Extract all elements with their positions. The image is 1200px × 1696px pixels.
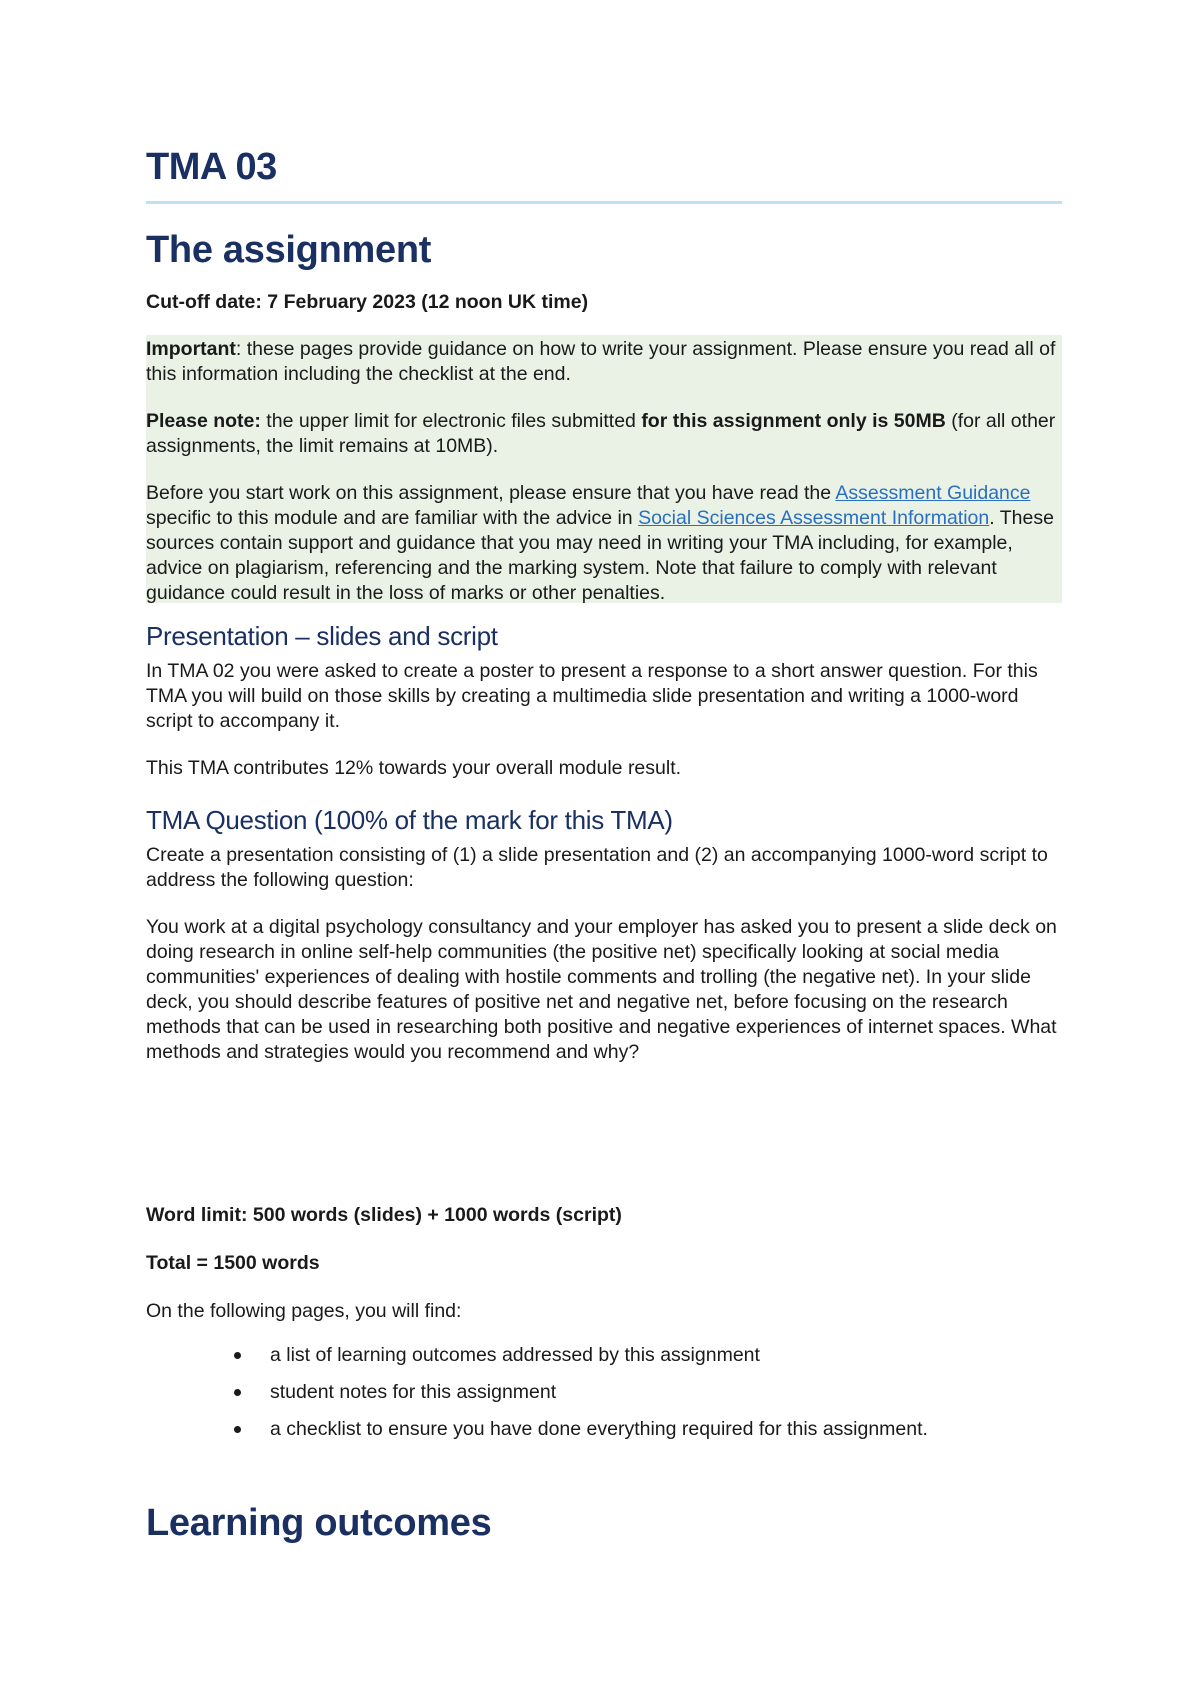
following-pages-list (146, 1343, 1062, 1454)
heading-the-assignment: The assignment (146, 229, 432, 271)
bullet-icon (234, 1352, 241, 1359)
please-note-text-1: the upper limit for electronic files submitted (260, 410, 642, 432)
list-item: student notes for this assignment (146, 1380, 1062, 1417)
important-paragraph (146, 337, 1062, 387)
important-label: Important (146, 338, 236, 360)
cutoff-date: Cut-off date: 7 February 2023 (12 noon UK time) (146, 291, 589, 313)
bullet-icon (234, 1389, 241, 1396)
heading-learning-outcomes: Learning outcomes (146, 1502, 492, 1544)
before-text-3: . These sources contain support and guidance that you may need in writing your TMA including, for example, advice on plagiarism, referencing and the marking system. Note that failure to comply with relevant guidance could result in the loss of marks or other penalties. (146, 507, 1054, 604)
please-note-bold: for this assignment only is 50MB (641, 410, 946, 432)
title-divider (146, 201, 1062, 204)
list-item: a checklist to ensure you have done everything required for this assignment. (146, 1417, 1062, 1454)
social-sciences-assessment-information-link[interactable]: Social Sciences Assessment Information (638, 507, 990, 529)
please-note-label: Please note: (146, 410, 261, 432)
bullet-icon (234, 1426, 241, 1433)
please-note-paragraph (146, 409, 1062, 459)
heading-presentation: Presentation – slides and script (146, 621, 498, 651)
presentation-paragraph-2: This TMA contributes 12% towards your overall module result. (146, 757, 682, 779)
assessment-guidance-link[interactable]: Assessment Guidance (835, 482, 1031, 504)
important-text: : these pages provide guidance on how to write your assignment. Please ensure you read all of this information including the checklist at the end. (146, 338, 1056, 385)
presentation-paragraph-1: In TMA 02 you were asked to create a poster to present a response to a short answer question. For this TMA you will build on those skills by creating a multimedia slide presentation and writing a 1000-word script to accompany it. (146, 660, 1038, 732)
list-item: a list of learning outcomes addressed by this assignment (146, 1343, 1062, 1380)
before-you-start-paragraph (146, 481, 1062, 606)
word-limit: Word limit: 500 words (slides) + 1000 words (script) (146, 1204, 622, 1226)
heading-tma-question: TMA Question (100% of the mark for this TMA) (146, 805, 673, 835)
please-note-text-2: (for all other assignments, the limit remains at 10MB). (146, 410, 1056, 457)
total-words: Total = 1500 words (146, 1252, 320, 1274)
before-text-2: specific to this module and are familiar with the advice in (146, 507, 639, 529)
following-pages-intro: On the following pages, you will find: (146, 1300, 462, 1322)
question-paragraph-1: Create a presentation consisting of (1) a slide presentation and (2) an accompanying 1000-word script to address the following question: (146, 844, 1048, 891)
question-paragraph-2: You work at a digital psychology consultancy and your employer has asked you to present a slide deck on doing research in online self-help communities (the positive net) specifically looking at social media communities' experiences of dealing with hostile comments and trolling (the negative net). In your slide deck, you should describe features of positive net and negative net, before focusing on the research methods that can be used in researching both positive and negative experiences of internet spaces. What methods and strategies would you recommend and why? (146, 916, 1057, 1063)
before-text-1: Before you start work on this assignment, please ensure that you have read the (146, 482, 836, 504)
document-title: TMA 03 (146, 146, 277, 188)
